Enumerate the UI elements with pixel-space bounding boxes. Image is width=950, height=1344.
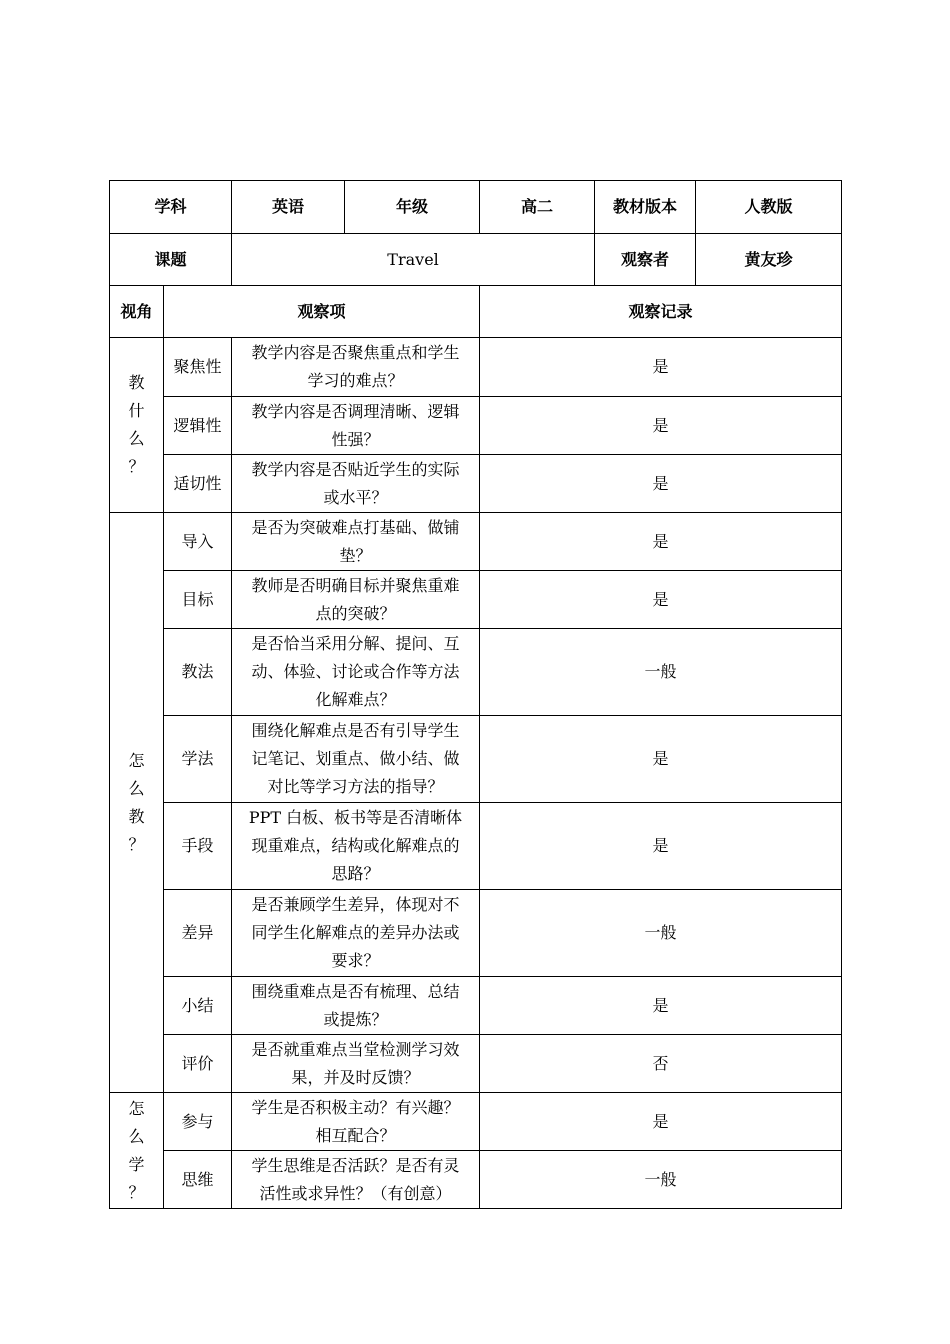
- question-line: 学生是否积极主动？有兴趣？: [251, 1097, 460, 1117]
- question-line: 要求？: [331, 951, 380, 970]
- observer-value: 黄友珍: [696, 234, 842, 286]
- table-row: [110, 397, 842, 455]
- question-cell: [232, 338, 480, 397]
- perspective-how-teach: [110, 513, 164, 1093]
- perspective-char: 教: [128, 373, 145, 392]
- question-cell: [232, 803, 480, 890]
- item-label: 差异: [164, 890, 232, 977]
- edition-label: 教材版本: [595, 181, 696, 234]
- record-value: 一般: [480, 629, 842, 716]
- item-label: 手段: [164, 803, 232, 890]
- question-cell: [232, 455, 480, 513]
- question-line: 化解难点？: [315, 690, 396, 709]
- question-line: 垫？: [339, 545, 372, 565]
- item-label: 小结: [164, 977, 232, 1035]
- subject-value: 英语: [232, 181, 345, 234]
- table-row: [110, 455, 842, 513]
- record-header: 观察记录: [480, 286, 842, 338]
- item-label: 教法: [164, 629, 232, 716]
- question-line: 教学内容是否调理清晰、逻辑: [251, 401, 460, 421]
- question-cell: [232, 977, 480, 1035]
- record-value: 是: [480, 338, 842, 397]
- perspective-char: 么: [128, 429, 145, 448]
- perspective-char: 么: [128, 1126, 145, 1146]
- perspective-what: [110, 338, 164, 513]
- question-line: 教学内容是否聚焦重点和学生: [251, 343, 460, 362]
- question-line: 教学内容是否贴近学生的实际: [251, 459, 460, 479]
- question-line: 对比等学习方法的指导？: [267, 777, 444, 796]
- question-line: 或水平？: [323, 487, 388, 507]
- item-label: 学法: [164, 716, 232, 803]
- question-cell: [232, 716, 480, 803]
- item-label: 逻辑性: [164, 397, 232, 455]
- question-line: 是否兼顾学生差异，体现对不: [251, 895, 460, 914]
- question-line: 学生思维是否活跃？是否有灵: [251, 1155, 460, 1175]
- question-line: 围绕化解难点是否有引导学生: [251, 721, 460, 740]
- table-row: [110, 1035, 842, 1093]
- record-value: 是: [480, 716, 842, 803]
- question-line: 现重难点，结构或化解难点的: [251, 836, 460, 855]
- perspective-char: 什: [128, 401, 145, 420]
- perspective-char: ？: [128, 834, 145, 854]
- topic-label: 课题: [110, 234, 232, 286]
- table-row: [110, 629, 842, 716]
- item-label: 适切性: [164, 455, 232, 513]
- item-label: 聚焦性: [164, 338, 232, 397]
- record-value: 一般: [480, 1151, 842, 1209]
- question-cell: [232, 513, 480, 571]
- perspective-char: 学: [128, 1154, 145, 1174]
- question-line: 果，并及时反馈？: [291, 1067, 420, 1087]
- question-cell: [232, 890, 480, 977]
- question-line: 思路？: [331, 864, 380, 883]
- record-value: 是: [480, 571, 842, 629]
- question-line: 相互配合？: [315, 1125, 396, 1145]
- perspective-header: 视角: [110, 286, 164, 338]
- perspective-char: 教: [128, 806, 145, 826]
- topic-value: Travel: [232, 234, 595, 286]
- question-line: 点的突破？: [315, 603, 396, 623]
- question-cell: [232, 1093, 480, 1151]
- question-line: 是否恰当采用分解、提问、互: [251, 634, 460, 653]
- observation-table: [109, 180, 842, 1209]
- table-row: [110, 571, 842, 629]
- record-value: 是: [480, 1093, 842, 1151]
- table-row: [110, 890, 842, 977]
- question-line: 围绕重难点是否有梳理、总结: [251, 981, 460, 1001]
- perspective-char: ？: [128, 457, 145, 476]
- question-cell: [232, 1151, 480, 1209]
- question-line: 性强？: [331, 429, 380, 449]
- question-cell: [232, 571, 480, 629]
- perspective-char: 怎: [128, 750, 145, 770]
- record-value: 否: [480, 1035, 842, 1093]
- item-label: 目标: [164, 571, 232, 629]
- question-cell: [232, 397, 480, 455]
- item-header: 观察项: [164, 286, 480, 338]
- item-label: 参与: [164, 1093, 232, 1151]
- record-value: 是: [480, 977, 842, 1035]
- record-value: 是: [480, 397, 842, 455]
- question-line: 是否为突破难点打基础、做铺: [251, 517, 460, 537]
- question-cell: [232, 1035, 480, 1093]
- question-line: 或提炼？: [323, 1009, 388, 1029]
- record-value: 是: [480, 803, 842, 890]
- question-line: 记笔记、划重点、做小结、做: [251, 749, 460, 768]
- table-row: [110, 1151, 842, 1209]
- perspective-char: 怎: [128, 1098, 145, 1118]
- question-line: 同学生化解难点的差异办法或: [251, 923, 460, 942]
- header-row-1: [110, 181, 842, 234]
- item-label: 思维: [164, 1151, 232, 1209]
- item-label: 导入: [164, 513, 232, 571]
- record-value: 是: [480, 455, 842, 513]
- question-line: 活性或求异性？（有创意）: [259, 1183, 452, 1203]
- item-label: 评价: [164, 1035, 232, 1093]
- record-value: 一般: [480, 890, 842, 977]
- edition-value: 人教版: [696, 181, 842, 234]
- perspective-how-learn: [110, 1093, 164, 1209]
- question-line: 学习的难点？: [307, 371, 404, 390]
- table-row: [110, 977, 842, 1035]
- question-line: 教师是否明确目标并聚焦重难: [251, 575, 460, 595]
- perspective-char: ？: [128, 1182, 145, 1202]
- column-header-row: [110, 286, 842, 338]
- table-row: [110, 513, 842, 571]
- perspective-char: 么: [128, 778, 145, 798]
- record-value: 是: [480, 513, 842, 571]
- grade-value: 高二: [480, 181, 595, 234]
- question-line: PPT 白板、板书等是否清晰体: [248, 808, 463, 827]
- grade-label: 年级: [345, 181, 480, 234]
- table-row: [110, 1093, 842, 1151]
- table-row: [110, 338, 842, 397]
- table-row: [110, 803, 842, 890]
- table-body: [110, 181, 842, 1209]
- question-cell: [232, 629, 480, 716]
- header-row-2: [110, 234, 842, 286]
- observer-label: 观察者: [595, 234, 696, 286]
- table-row: [110, 716, 842, 803]
- subject-label: 学科: [110, 181, 232, 234]
- question-line: 是否就重难点当堂检测学习效: [251, 1039, 460, 1059]
- question-line: 动、体验、讨论或合作等方法: [251, 662, 460, 681]
